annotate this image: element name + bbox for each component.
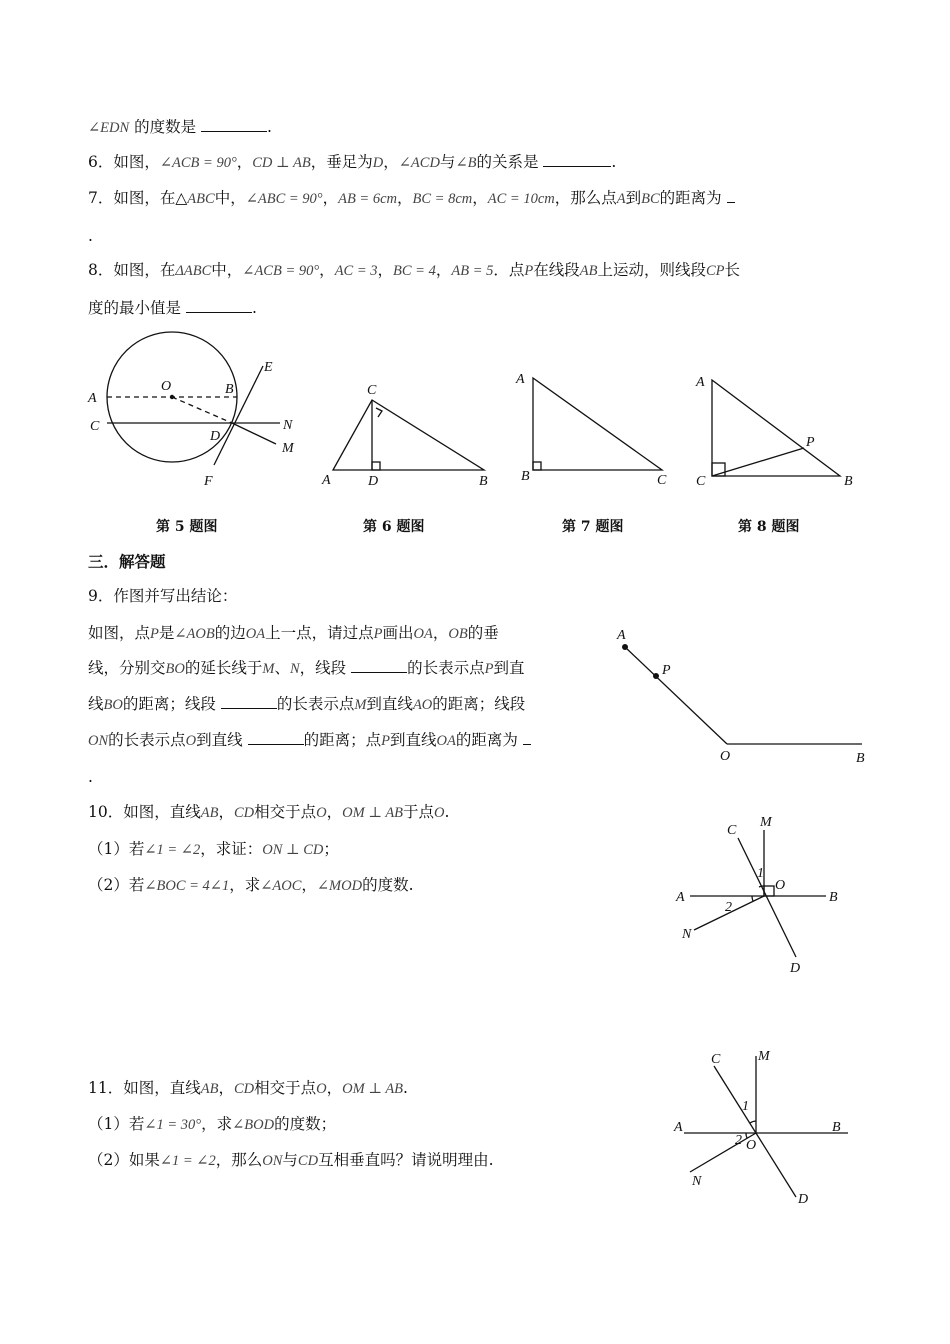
q8-s8: 长 <box>724 261 741 279</box>
q10-l3-c: ， <box>301 876 317 894</box>
q6-c1: ∠ACB = 90° <box>159 155 237 171</box>
fig10-label-2: 2 <box>725 900 732 915</box>
q6-s4: 与 <box>439 153 456 171</box>
q9-l3-b: 的距离；线段 <box>122 695 216 713</box>
fig11-label-d: D <box>798 1192 809 1207</box>
fig9-label-p: P <box>662 663 671 678</box>
q8-s7: 上运动，则线段 <box>597 261 706 279</box>
q7-s5: ，那么点 <box>554 189 617 207</box>
q11-l1-d: ， <box>326 1079 343 1097</box>
q8-c7: AB <box>579 263 598 279</box>
q9-l3-bo: BO <box>103 697 123 713</box>
fig10-label-c: C <box>727 823 737 838</box>
q9-l1-oa: OA <box>245 626 266 642</box>
fig10-label-m: M <box>760 815 772 830</box>
q9-l1-e: 画出 <box>382 624 414 642</box>
fig11-label-a: A <box>674 1120 683 1135</box>
q7-num: 7．如图，在△ <box>88 189 188 207</box>
q9-end: . <box>88 768 93 786</box>
q9-l4-o: O <box>185 733 197 749</box>
q8-s6: 在线段 <box>533 261 580 279</box>
q5-text: 的度数是 <box>134 118 197 136</box>
caption-fig8: 第 8 题图 <box>738 519 800 535</box>
fig8-label-p: P <box>806 435 815 450</box>
q11-l1-om: OM ⊥ AB <box>342 1081 404 1097</box>
fig6-label-c: C <box>367 383 377 398</box>
q8-c1: ΔABC <box>175 263 212 279</box>
q7-c6: A <box>616 191 626 207</box>
q6-s2: ，垂足为 <box>310 153 373 171</box>
fig5-label-c: C <box>90 419 100 434</box>
q6-c2: CD ⊥ AB <box>252 155 311 171</box>
q7-c3: AB = 6cm <box>338 191 397 207</box>
q9-l3-d: 到直线 <box>366 695 413 713</box>
fig7-label-c: C <box>657 473 667 488</box>
fig8-label-b: B <box>844 474 853 489</box>
q8-c5: AB = 5 <box>451 263 494 279</box>
q9-l2-p: P <box>484 661 494 677</box>
q9-l2-f: 到直 <box>493 659 525 677</box>
caption-fig6: 第 6 题图 <box>363 519 425 535</box>
q6-c3: D <box>372 155 384 171</box>
q9-l1-g: 的垂 <box>467 624 499 642</box>
fig7-label-b: B <box>521 469 530 484</box>
q9-l4-c: 的距离；点 <box>303 731 382 749</box>
q10-l1-d: ， <box>326 803 343 821</box>
q9-l1-b: 是 <box>158 624 175 642</box>
q10-l2-b: ，求证： <box>200 840 263 858</box>
q6-s1: ， <box>236 153 253 171</box>
q6-end: . <box>611 153 617 171</box>
q10-l2-c: ； <box>323 840 339 858</box>
q11-l1-e: . <box>403 1079 408 1097</box>
fig10-label-d: D <box>790 961 801 976</box>
fig6-label-b: B <box>479 474 488 489</box>
q6-s5: 的关系是 <box>476 153 539 171</box>
q8-line2-text: 度的最小值是 <box>88 299 182 317</box>
fig11-line-cd <box>714 1066 796 1197</box>
q9-l1-p: P <box>150 626 159 642</box>
q9-l4-on: ON <box>88 733 109 749</box>
fig5-label-b: B <box>225 382 234 397</box>
fig11-label-1: 1 <box>742 1099 749 1114</box>
question-9-title: 9．作图并写出结论： <box>88 587 238 605</box>
q9-l2-b: 的延长线于 <box>184 659 263 677</box>
caption-fig5: 第 5 题图 <box>156 519 218 535</box>
fig8-label-c: C <box>696 474 706 489</box>
q9-l4-oa: OA <box>436 733 456 749</box>
q10-l1-e: 于点 <box>403 803 435 821</box>
q10-l3-a: （2）若 <box>88 876 145 894</box>
q9-l3-a: 线 <box>88 695 104 713</box>
q11-l3-eq: ∠1 = ∠2 <box>159 1153 216 1169</box>
q7-s2: ， <box>322 189 339 207</box>
q6-s3: ， <box>383 153 399 171</box>
q9-l2-m: M <box>262 661 275 677</box>
q9-l1-d: 上一点，请过点 <box>265 624 374 642</box>
fig11-label-n: N <box>692 1174 702 1189</box>
q8-c6: P <box>524 263 534 279</box>
fig5-label-n: N <box>283 418 293 433</box>
q11-l3-cd: CD <box>297 1153 319 1169</box>
q8-num: 8．如图，在 <box>88 261 176 279</box>
q9-l3-m: M <box>354 697 367 713</box>
fig5-label-d: D <box>210 429 221 444</box>
q9-l4-b: 到直线 <box>196 731 243 749</box>
fig5-label-f: F <box>204 474 213 489</box>
fig11-label-c: C <box>711 1052 721 1067</box>
q9-l1-ob: OB <box>448 626 468 642</box>
fig10-label-n: N <box>682 927 692 942</box>
q9-l2-bo: BO <box>165 661 185 677</box>
q10-l3-d: 的度数. <box>362 876 414 894</box>
fig8-label-a: A <box>696 375 705 390</box>
q11-l3-c: 与 <box>282 1151 298 1169</box>
fig11-label-o: O <box>746 1138 757 1153</box>
q8-s5: ．点 <box>493 261 525 279</box>
q11-l1-ab: AB <box>200 1081 219 1097</box>
fig7-label-a: A <box>516 372 525 387</box>
q10-l1-ab: AB <box>200 805 219 821</box>
q9-l1-oa2: OA <box>413 626 433 642</box>
q8-c3: AC = 3 <box>334 263 378 279</box>
section-3-heading: 三．解答题 <box>88 552 166 571</box>
q8-end: . <box>251 299 257 317</box>
q11-l3-on: ON <box>262 1153 283 1169</box>
q9-l1-a: 如图，点 <box>88 624 151 642</box>
fig10-label-o: O <box>775 878 786 893</box>
fig6-label-d: D <box>368 474 379 489</box>
q10-l2-pr: ON ⊥ CD <box>262 842 324 858</box>
q11-l2-c: 的度数； <box>274 1115 337 1133</box>
fig5-label-o: O <box>161 379 172 394</box>
q5-angle: ∠EDN <box>88 120 130 136</box>
q8-s3: ， <box>377 261 394 279</box>
q6-c5: ∠B <box>455 155 477 171</box>
q10-l1-cd: CD <box>233 805 255 821</box>
fig9-label-o: O <box>720 749 731 764</box>
q9-l3-e: 的距离；线段 <box>432 695 526 713</box>
q10-l1-o: O <box>316 805 327 821</box>
q9-l4-a: 的长表示点 <box>108 731 186 749</box>
q7-s6: 到 <box>625 189 642 207</box>
q7-s3: ， <box>397 189 413 207</box>
q10-l1-o2: O <box>434 805 445 821</box>
q9-l4-d: 到直线 <box>389 731 437 749</box>
q10-l2-a: （1）若 <box>88 840 145 858</box>
q11-l3-b: ，那么 <box>215 1151 263 1169</box>
q7-c7: BC <box>641 191 660 207</box>
q11-l2-eq: ∠1 = 30° <box>144 1117 202 1133</box>
q10-l1-om: OM ⊥ AB <box>342 805 404 821</box>
q10-l3-x1: ∠AOC <box>260 878 302 894</box>
q10-l3-x2: ∠MOD <box>316 878 363 894</box>
q11-l2-x: ∠BOD <box>232 1117 275 1133</box>
q5-end: . <box>267 118 272 136</box>
fig10-label-a: A <box>676 890 685 905</box>
caption-fig7: 第 7 题图 <box>562 519 624 535</box>
q8-s2: ， <box>319 261 335 279</box>
q9-l2-d: ，线段 <box>299 659 347 677</box>
q10-l3-b: ，求 <box>229 876 261 894</box>
q7-s4: ， <box>472 189 488 207</box>
q9-l4-p: P <box>381 733 390 749</box>
q11-l1-o: O <box>316 1081 327 1097</box>
q9-l3-c: 的长表示点 <box>276 695 355 713</box>
q10-l1-f: . <box>444 803 450 821</box>
q10-l3-eq: ∠BOC = 4∠1 <box>144 878 230 894</box>
q9-l1-c: 的边 <box>214 624 246 642</box>
q9-l2-n: N <box>289 661 300 677</box>
fig5-label-e: E <box>264 360 273 375</box>
q9-l3-ao: AO <box>412 697 433 713</box>
fig9-label-b: B <box>856 751 865 766</box>
fig5-label-a: A <box>88 391 97 406</box>
q10-l2-eq: ∠1 = ∠2 <box>144 842 201 858</box>
q10-l1-b: ， <box>218 803 234 821</box>
q7-end: . <box>88 227 93 245</box>
q8-s4: ， <box>435 261 452 279</box>
q9-l2-e: 的长表示点 <box>407 659 485 677</box>
q11-l2-a: （1）若 <box>88 1115 145 1133</box>
q8-c8: CP <box>706 263 725 279</box>
q10-l1-c: 相交于点 <box>254 803 317 821</box>
q6-c4: ∠ACD <box>398 155 440 171</box>
q11-l1-c: 相交于点 <box>254 1079 317 1097</box>
fig10-label-1: 1 <box>757 866 764 881</box>
q8-c4: BC = 4 <box>393 263 436 279</box>
fig11-label-2: 2 <box>735 1133 742 1148</box>
q10-l1-a: 10．如图，直线 <box>88 803 201 821</box>
fig11-angle-1-arc <box>750 1121 756 1123</box>
fig10-label-b: B <box>829 890 838 905</box>
fig11-label-m: M <box>758 1049 770 1064</box>
q7-c1: ABC <box>187 191 215 207</box>
fig9-label-a: A <box>617 628 626 643</box>
q7-c2: ∠ABC = 90° <box>245 191 323 207</box>
q7-s7: 的距离为 <box>659 189 722 207</box>
q8-s1: 中， <box>211 261 243 279</box>
q9-l4-e: 的距离为 <box>455 731 518 749</box>
q9-l1-ang: ∠AOB <box>174 626 215 642</box>
q9-l2-a: 线，分别交 <box>88 659 166 677</box>
fig5-label-m: M <box>282 441 294 456</box>
fig11-label-b: B <box>832 1120 841 1135</box>
q8-c2: ∠ACB = 90° <box>242 263 320 279</box>
q9-l1-f: ， <box>432 624 449 642</box>
q11-l2-b: ，求 <box>201 1115 233 1133</box>
q7-c4: BC = 8cm <box>412 191 473 207</box>
q7-c5: AC = 10cm <box>487 191 555 207</box>
q11-l1-cd: CD <box>233 1081 255 1097</box>
q11-l1-a: 11．如图，直线 <box>88 1079 201 1097</box>
q11-l3-d: 互相垂直吗？请说明理由. <box>318 1151 494 1169</box>
fig6-label-a: A <box>322 473 331 488</box>
q11-l3-a: （2）如果 <box>88 1151 160 1169</box>
q7-s1: 中， <box>214 189 246 207</box>
q6-num: 6．如图， <box>88 153 160 171</box>
q11-l1-b: ， <box>218 1079 234 1097</box>
q9-l2-c: 、 <box>274 659 290 677</box>
q9-l1-p2: P <box>373 626 383 642</box>
